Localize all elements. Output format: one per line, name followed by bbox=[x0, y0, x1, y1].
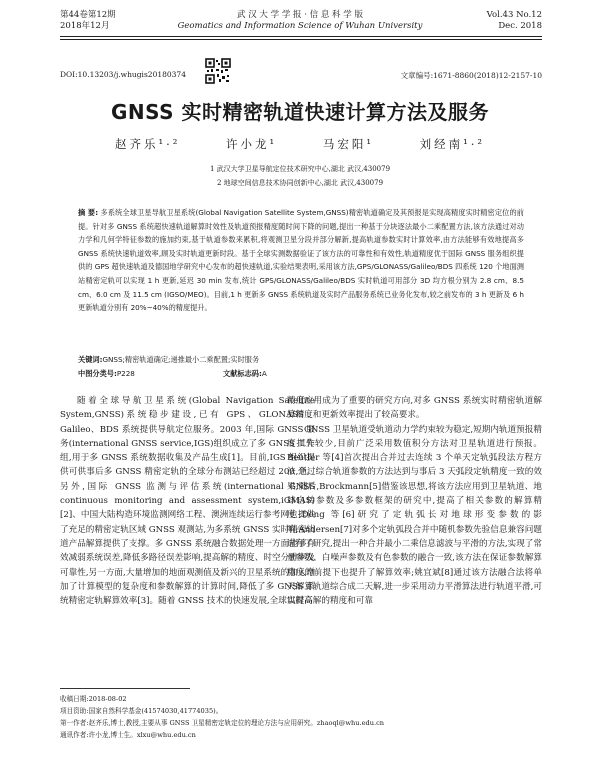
keywords-text: GNSS;精密轨道确定;递推最小二乘配置;实时服务 bbox=[102, 355, 260, 364]
footnote-funding: 项目资助:国家自然科学基金(41574030,41774035)。 bbox=[60, 707, 223, 715]
running-header-right bbox=[487, 10, 542, 32]
footnote-received: 收稿日期:2018-08-02 bbox=[60, 695, 127, 703]
author: 赵齐乐¹·² bbox=[115, 137, 181, 151]
body-paragraph: 随着全球导航卫星系统(Global Navigation Satellite System,GNSS)系统稳步建设,已有 GPS、GLONASS、Galileo、BDS 系统提供导航定位服务。2003 年,国际 GNSS 服务(international GNSS service,IGS)组织成立了多 GNSS 工作组,用于多 GNSS 系统数据收集及产品生成[1]。目前,IGS 组织提供可供事后多 GNSS 精密定轨的全球分布测站已经超过 200 个。另外,国际 GNSS 监测与评估系统(international GNSS continuous monitoring and assessment system,iGMAS)[2]、中国大陆构造环境监测网络工程、澳洲连续运行参考网也提供了充足的精密定轨区域 GNSS 观测站,为多系统 GNSS 实时精密轨道产品解算提供了支撑。多 GNSS 系统融合数据处理一方面能够有效减弱系统误差,降低多路径误差影响,提高解的精度、时空分辨率及可靠性,另一方面,大量增加的地面观测值及新兴的卫星系统的加入增加了计算模型的复杂度和参数解算的计算时间,降低了多 GNSS 系统精密定轨解算效率[3]。随着 GNSS 技术的快速发展,全球实时高 bbox=[60, 396, 315, 607]
qr-code-icon bbox=[205, 58, 231, 84]
footnote-corresponding-author: 通讯作者:许小龙,博士生。xlxu@whu.edu.cn bbox=[60, 731, 196, 739]
abstract-text: 多系统全球卫星导航卫星系统(Global Navigation Satellite System,GNSS)精密轨道确定及其预报是实现高精度实时精密定位的前提。针对多 GNSS 系统超快速轨道解算时效性及轨道预报精度随时间下降的问题,提出一种基于分块逐法最小二乘配置方法,该方法通过对动力学和几何学特征参数的施加约束,基于轨道参数来累积,将观测卫星分段并部分解新,提高轨道参数实时计算效率,由方法能够有效地提高多 GNSS 系统快速轨道效率,顾及实时轨道更新时段。基于全球实测数据验证了该方法的可靠性和有效性,轨道精度优于国际 GNSS 服务组织提供的 GPS 超快速轨道及德国地学研究中心发布的超快速轨道,实验结果表明,采用该方法,GPS/GLONASS/Galileo/BDS 四系统 120 个地面测站精密定轨可以实现 1 h 更新,延迟 30 min 发布,统计 GPS/GLONASS/Galileo/BDS 实时轨道可用部分 3D 均方根分别为 2.8 cm、8.5 cm、6.0 cm 及 11.5 cm (IGSO/MEO)。目前,1 h 更新多 GNSS 系统轨道及实时产品服务系统已业务化发布,较之前发布的 3 h 更新及 6 h 更新轨道分别有 20%~40%的精度提升。 bbox=[78, 208, 524, 313]
abstract-label: 摘 要: bbox=[78, 208, 99, 217]
clc-label: 中图分类号: bbox=[78, 369, 117, 378]
date-cn: 2018年12月 bbox=[60, 21, 110, 31]
volume-issue-cn: 第44卷第12期 bbox=[60, 10, 116, 20]
journal-name-cn: 武 汉 大 学 学 报 · 信 息 科 学 版 bbox=[237, 10, 363, 20]
paper-title: GNSS 实时精密轨道快速计算方法及服务 bbox=[110, 100, 490, 124]
doc-code-label: 文献标志码: bbox=[223, 369, 262, 378]
header-rule-thin bbox=[60, 39, 542, 40]
classification-line bbox=[78, 369, 524, 379]
doc-code-value: A bbox=[261, 369, 267, 378]
clc-value: P228 bbox=[116, 369, 135, 378]
author: 刘经南¹·² bbox=[419, 137, 485, 151]
header-rule bbox=[60, 36, 542, 37]
doi: DOI:10.13203/j.whugis20180374 bbox=[60, 70, 186, 79]
affiliation: 1 武汉大学卫星导航定位技术研究中心,湖北 武汉,430079 bbox=[209, 165, 391, 173]
body-paragraph: 精度应用成为了重要的研究方向,对多 GNSS 系统实时精密轨道解算精度和更新效率提出了较高要求。 bbox=[287, 396, 542, 421]
body-column-left bbox=[60, 394, 315, 608]
author-list bbox=[0, 136, 600, 152]
article-number: 文章编号:1671-8860(2018)12-2157-10 bbox=[400, 71, 542, 80]
affiliation: 2 地球空间信息技术协同创新中心,湖北 武汉,430079 bbox=[216, 179, 384, 187]
author: 马宏阳¹ bbox=[322, 137, 374, 151]
body-paragraph: GNSS 卫星轨道受轨道动力学约束较为稳定,短期内轨道预报精度损失较少,目前广泛采用数值积分方法对卫星轨道进行预报。Beutler 等[4]首次提出合并过去连续 3 个单天定轨弧段法方程方法,通过综合轨道参数的方法达到与事后 3 天弧段定轨精度一致的效果;随后,Brockmann[5]借鉴该思想,将该方法应用到卫星轨道、地球自转参数及多参数框架的研究中,提高了相关参数的解算精度;Dong 等[6]研究了定轨弧长对地球形变参数的影响;Andersen[7]对多个定轨弧段合并中随机参数先验信息兼容问题进行了研究,提出一种合并最小二乘信息滤波与平滑的方法,实现了常量参数、白噪声参数及有色参数的融合一致,该方法在保证参数解算精度的前提下也提升了解算效率;姚宜斌[8]通过该方法融合法将单天解算轨道综合成二天解,进一步采用动力平滑算法进行轨道平滑,可以提高解的精度和可靠 bbox=[287, 424, 542, 607]
author: 许小龙¹ bbox=[226, 137, 278, 151]
journal-name-en: Geomatics and Information Science of Wuhan University bbox=[177, 21, 423, 31]
footnote-rule bbox=[60, 688, 190, 689]
keywords-label: 关键词: bbox=[78, 355, 103, 364]
body-column-right bbox=[287, 394, 542, 608]
volume-issue-en: Vol.43 No.12 bbox=[486, 10, 542, 20]
keywords bbox=[78, 355, 524, 365]
abstract bbox=[78, 206, 524, 315]
footnote-first-author: 第一作者:赵齐乐,博士,教授,主要从事 GNSS 卫星精密定轨定位的理论方法与应用研究。zhaoql@whu.edu.cn bbox=[60, 719, 385, 727]
date-en: Dec. 2018 bbox=[498, 21, 542, 31]
